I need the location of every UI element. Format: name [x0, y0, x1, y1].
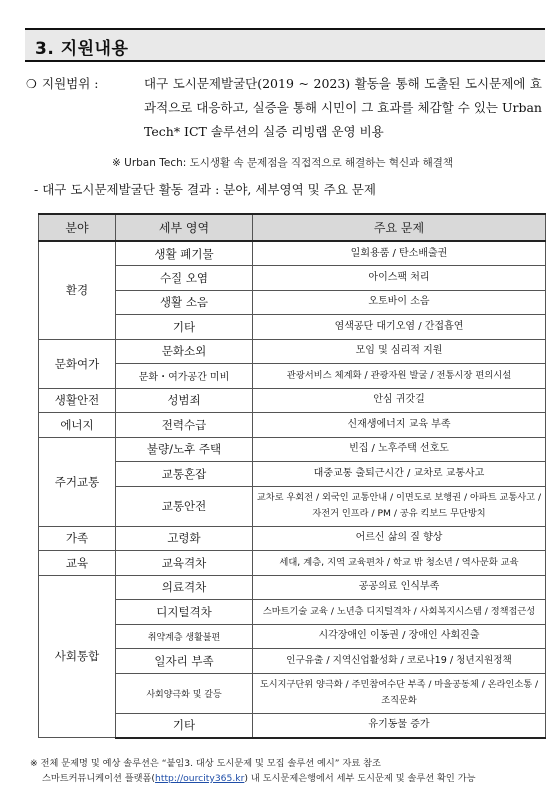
- issue-cell: 염색공단 대기오염 / 간접흡연: [253, 315, 546, 340]
- area-cell: 교통안전: [116, 486, 253, 526]
- table-row: [39, 364, 546, 389]
- table-row: [39, 388, 546, 413]
- table-row: [39, 437, 546, 462]
- footnote-line-2-prefix: 스마트커뮤니케이션 플랫폼(: [42, 773, 156, 784]
- table-row: [39, 673, 546, 713]
- footnote: [30, 756, 475, 786]
- table-row: [39, 600, 546, 625]
- issue-cell: 아이스팩 처리: [253, 266, 546, 291]
- area-cell: 교육격차: [116, 551, 253, 576]
- table-row: [39, 486, 546, 526]
- area-cell: 고령화: [116, 526, 253, 551]
- issue-cell: 공공의료 인식부족: [253, 575, 546, 600]
- area-cell: 의료격차: [116, 575, 253, 600]
- issue-cell: 인구유출 / 지역신업활성화 / 코로나19 / 청년지원정책: [253, 649, 546, 674]
- header-area: 세부 영역: [116, 214, 253, 241]
- section-title: 3. 지원내용: [35, 39, 129, 59]
- area-cell: 취약계층 생활불편: [116, 624, 253, 649]
- issue-cell: 안심 귀갓길: [253, 388, 546, 413]
- table-row: [39, 526, 546, 551]
- issue-cell: 오토바이 소음: [253, 290, 546, 315]
- support-scope-row: [26, 72, 546, 144]
- area-cell: 교통혼잡: [116, 462, 253, 487]
- issue-cell: 대중교통 출퇴근시간 / 교차로 교통사고: [253, 462, 546, 487]
- issues-table: [38, 213, 546, 739]
- area-cell: 사회양극화 및 갈등: [116, 673, 253, 713]
- table-row: [39, 315, 546, 340]
- table-row: [39, 413, 546, 438]
- table-row: [39, 649, 546, 674]
- issue-cell: 유기동물 증가: [253, 713, 546, 738]
- area-cell: 문화소외: [116, 339, 253, 364]
- footnote-line-1: ※ 전체 문제명 및 예상 솔루션은 “붙임3. 대상 도시문제 및 모집 솔루션 예시” 자료 참조: [30, 758, 381, 769]
- table-row: [39, 339, 546, 364]
- area-cell: 문화・여가공간 미비: [116, 364, 253, 389]
- category-cell: 교육: [39, 551, 116, 576]
- category-cell: 생활안전: [39, 388, 116, 413]
- issue-cell: 시각장애인 이동권 / 장애인 사회진출: [253, 624, 546, 649]
- table-row: [39, 713, 546, 738]
- table-row: [39, 290, 546, 315]
- area-cell: 디지털격차: [116, 600, 253, 625]
- category-cell: 사회통합: [39, 575, 116, 738]
- category-cell: 문화여가: [39, 339, 116, 388]
- table-row: [39, 266, 546, 291]
- urban-tech-note: ※ Urban Tech: 도시생활 속 문제점을 직접적으로 해결하는 혁신과 해결책: [112, 157, 454, 169]
- ourcity-link[interactable]: http://ourcity365.kr: [155, 773, 245, 784]
- table-header-row: [39, 214, 546, 241]
- category-cell: 주거교통: [39, 437, 116, 526]
- area-cell: 수질 오염: [116, 266, 253, 291]
- area-cell: 생활 소음: [116, 290, 253, 315]
- support-scope-text: 대구 도시문제발굴단(2019 ~ 2023) 활동을 통해 도출된 도시문제에 효과적으로 대응하고, 실증을 통해 시민이 그 효과를 체감할 수 있는 Urban Tech* ICT 솔루션의 실증 리빙랩 운영 비용: [144, 76, 542, 139]
- section-header: [25, 28, 545, 62]
- area-cell: 불량/노후 주택: [116, 437, 253, 462]
- table-row: [39, 624, 546, 649]
- area-cell: 기타: [116, 713, 253, 738]
- issue-cell: 일회용품 / 탄소배출권: [253, 241, 546, 266]
- table-row: [39, 551, 546, 576]
- issue-cell: 어르신 삶의 질 향상: [253, 526, 546, 551]
- issue-cell: 교차로 우회전 / 외국인 교통안내 / 이면도로 보행권 / 아파트 교통사고 / 자전거 인프라 / PM / 공유 킥보드 무단방치: [253, 486, 546, 526]
- issue-cell: 관광서비스 체계화 / 관광자원 발굴 / 전통시장 편의시설: [253, 364, 546, 389]
- results-heading: - 대구 도시문제발굴단 활동 결과 : 분야, 세부영역 및 주요 문제: [34, 182, 376, 197]
- issue-cell: 신재생에너지 교육 부족: [253, 413, 546, 438]
- issue-cell: 세대, 계층, 지역 교육편차 / 학교 밖 청소년 / 역사문화 교육: [253, 551, 546, 576]
- table-row: [39, 241, 546, 266]
- header-issue: 주요 문제: [253, 214, 546, 241]
- issue-cell: 빈집 / 노후주택 선호도: [253, 437, 546, 462]
- issue-cell: 스마트기술 교육 / 노년층 디지털격차 / 사회복지시스템 / 정책접근성: [253, 600, 546, 625]
- area-cell: 기타: [116, 315, 253, 340]
- header-category: 분야: [39, 214, 116, 241]
- category-cell: 환경: [39, 241, 116, 339]
- area-cell: 생활 폐기물: [116, 241, 253, 266]
- table-row: [39, 575, 546, 600]
- area-cell: 전력수급: [116, 413, 253, 438]
- issue-cell: 모임 및 심리적 지원: [253, 339, 546, 364]
- footnote-line-2: [30, 771, 475, 786]
- category-cell: 에너지: [39, 413, 116, 438]
- issue-cell: 도시지구단위 양극화 / 주민참여수단 부족 / 마을공동체 / 온라인소통 / 조직문화: [253, 673, 546, 713]
- bullet-circle-icon: ❍: [26, 77, 37, 91]
- footnote-line-2-suffix: ) 내 도시문제은행에서 세부 도시문제 및 솔루션 확인 가능: [244, 773, 476, 784]
- table-row: [39, 462, 546, 487]
- category-cell: 가족: [39, 526, 116, 551]
- area-cell: 일자리 부족: [116, 649, 253, 674]
- support-scope-label: 지원범위 :: [42, 76, 99, 91]
- support-scope: [26, 72, 546, 144]
- area-cell: 성범죄: [116, 388, 253, 413]
